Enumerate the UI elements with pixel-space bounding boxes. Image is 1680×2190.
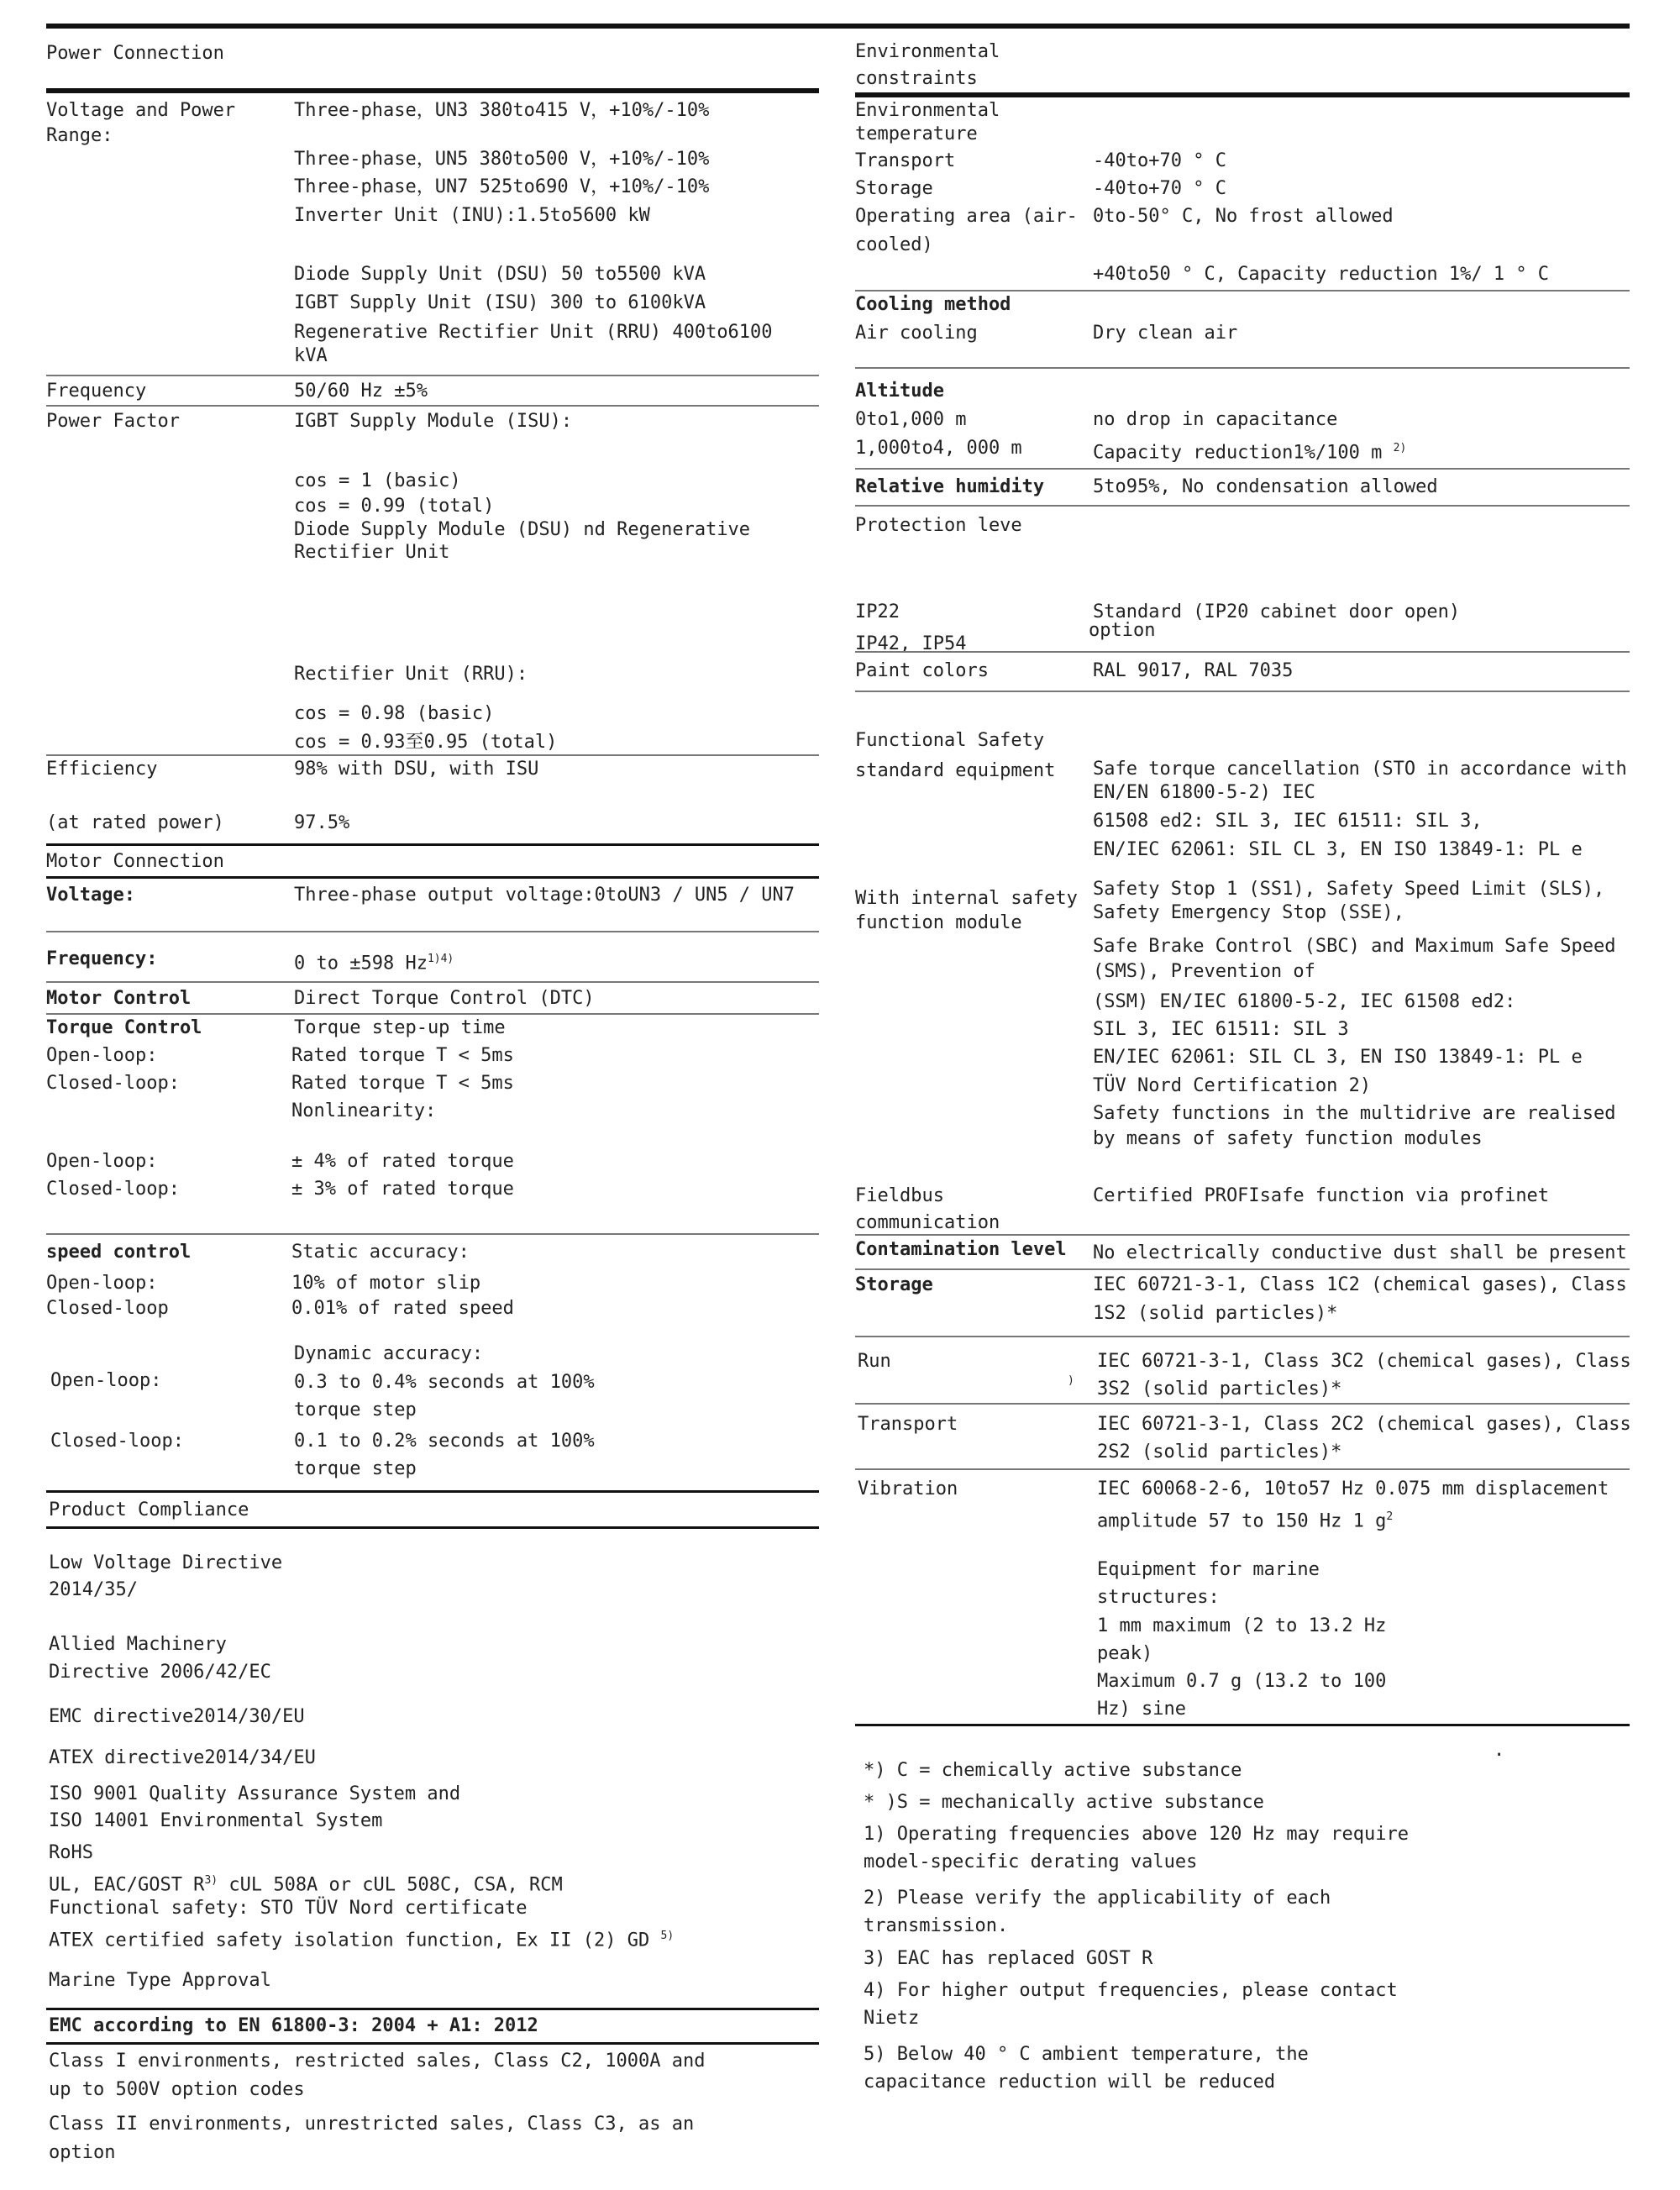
temp-label-1: Environmental [855,100,1000,121]
ip22-value: Standard (IP20 cabinet door open) [1093,601,1461,622]
emc-line: option [49,2142,116,2163]
pf-line-2: cos = 1 (basic) [294,470,461,491]
fieldbus-label-1: Fieldbus [855,1185,944,1206]
note-line: 2) Please verify the applicability of each [864,1888,1331,1909]
compliance-line: Low Voltage Directive [49,1552,283,1573]
air-cooling-label: Air cooling [855,323,978,344]
efficiency-value: 98% with DSU, with ISU [294,759,539,780]
nl-open-loop-label: Open-loop: [46,1151,158,1172]
compliance-line: ISO 9001 Quality Assurance System and [49,1783,461,1804]
storage-class-label: Storage [855,1274,933,1295]
internal-safety-label-2: function module [855,912,1022,933]
compliance-line: Functional safety: STO TÜV Nord certificate [49,1898,528,1919]
run-mark: ) [1068,1374,1074,1387]
int-line: (SMS), Prevention of [1093,961,1315,982]
efficiency-value-2: 97.5% [294,812,350,833]
operating-area-label-2: cooled) [855,234,933,255]
air-cooling-value: Dry clean air [1093,323,1238,344]
vibration-line: Hz) sine [1097,1699,1186,1720]
int-line: SIL 3, IEC 61511: SIL 3 [1093,1019,1349,1040]
motor-control-label: Motor Control [46,988,192,1009]
compliance-line: Allied Machinery [49,1634,227,1655]
ip42-label: IP42, IP54 [855,633,967,654]
divider [46,876,819,879]
divider [855,1403,1630,1405]
voltage-value-1: Three-phase，UN3 380to415 V，+10%/-10% [294,100,710,121]
speed-control-label: speed control [46,1242,192,1263]
frequency-value: 50/60 Hz ±5% [294,381,428,402]
run-label: Run [858,1351,891,1372]
voltage-label: Voltage and Power [46,100,236,121]
divider [46,981,819,983]
std-line: EN/IEC 62061: SIL CL 3, EN ISO 13849-1: PL e [1093,839,1583,860]
dyn-closed-loop-value-2: torque step [294,1458,417,1479]
divider [46,1233,819,1235]
pf-line-4: Diode Supply Module (DSU) nd Regenerative [294,519,751,540]
divider [855,468,1630,470]
storage-label: Storage [855,178,933,199]
std-line: EN/EN 61800-5-2) IEC [1093,782,1315,803]
storage-value: -40to+70 ° C [1093,178,1226,199]
divider [855,505,1630,507]
speed-control-value: Static accuracy: [291,1242,470,1263]
voltage-value-2: Three-phase，UN5 380to500 V，+10%/-10% [294,149,710,170]
compliance-line: RoHS [49,1842,93,1863]
operating-area-value: 0to-50° C, No frost allowed [1093,206,1394,227]
frequency-label: Frequency [46,381,147,402]
top-border [46,24,1630,29]
dyn-open-loop-value-2: torque step [294,1400,417,1421]
pf-line-7: cos = 0.98 (basic) [294,703,495,724]
ip42-value: option [1089,620,1156,641]
run-line-1: IEC 60721-3-1, Class 3C2 (chemical gases), Class [1097,1351,1631,1372]
env-title-2: constraints [855,68,978,89]
transport-label: Transport [855,150,956,171]
internal-safety-label-1: With internal safety [855,888,1078,909]
vibration-line: Maximum 0.7 g (13.2 to 100 [1097,1671,1387,1692]
sc-closed-loop-label: Closed-loop [46,1298,169,1319]
divider [855,1468,1630,1470]
vibration-line: structures: [1097,1587,1220,1608]
pf-line-3: cos = 0.99 (total) [294,496,495,517]
dyn-open-loop-value-1: 0.3 to 0.4% seconds at 100% [294,1372,595,1393]
note-line: * )S = mechanically active substance [864,1792,1264,1813]
dynamic-accuracy-label: Dynamic accuracy: [294,1343,484,1364]
torque-control-label: Torque Control [46,1017,202,1038]
env-title-1: Environmental [855,41,1000,62]
altitude-label: Altitude [855,381,944,402]
tc-closed-loop-label: Closed-loop: [46,1073,180,1094]
int-line: Safety Emergency Stop (SSE), [1093,902,1404,923]
vibration-line: IEC 60068-2-6, 10to57 Hz 0.075 mm displacement [1097,1478,1609,1499]
paint-colors-label: Paint colors [855,660,989,681]
voltage-label-2: Range: [46,125,113,146]
compliance-line: 2014/35/ [49,1579,138,1600]
paint-colors-value: RAL 9017, RAL 7035 [1093,660,1294,681]
power-connection-title: Power Connection [46,43,224,64]
emc-line: Class I environments, restricted sales, Class C2, 1000A and [49,2051,706,2072]
standard-equipment-label: standard equipment [855,760,1056,781]
voltage-value-4: Inverter Unit (INU):1.5to5600 kW [294,205,650,226]
note-line: 3) EAC has replaced GOST R [864,1948,1153,1969]
int-line: Safety Stop 1 (SS1), Safety Speed Limit (SLS), [1093,879,1605,900]
note-line: 5) Below 40 ° C ambient temperature, the [864,2044,1309,2065]
note-line: capacitance reduction will be reduced [864,2072,1276,2093]
transport-class-line-1: IEC 60721-3-1, Class 2C2 (chemical gases), Class [1097,1414,1631,1435]
voltage-value-7: Regenerative Rectifier Unit (RRU) 400to6100 [294,322,773,343]
int-line: EN/IEC 62061: SIL CL 3, EN ISO 13849-1: PL e [1093,1047,1583,1068]
int-line: Safety functions in the multidrive are realised [1093,1103,1616,1124]
compliance-line: EMC directive2014/30/EU [49,1706,305,1727]
compliance-line: Marine Type Approval [49,1970,271,1991]
tc-open-loop-value: Rated torque T < 5ms [291,1045,514,1066]
int-line: Safe Brake Control (SBC) and Maximum Safe Speed [1093,936,1616,957]
vibration-line: amplitude 57 to 150 Hz 1 $g^2$ [1097,1510,1394,1532]
contamination-value: No electrically conductive dust shall be present [1093,1242,1627,1263]
note-line: transmission. [864,1915,1009,1936]
pf-line-8: cos = 0.93至0.95 (total) [294,732,558,753]
transport-class-label: Transport [858,1414,958,1435]
nl-closed-loop-label: Closed-loop: [46,1179,180,1200]
efficiency-label: Efficiency [46,759,158,780]
int-line: (SSM) EN/IEC 61800-5-2, IEC 61508 ed2: [1093,991,1516,1012]
divider [46,1526,819,1529]
dyn-closed-loop-value-1: 0.1 to 0.2% seconds at 100% [294,1431,595,1452]
cooling-method-label: Cooling method [855,294,1011,315]
transport-value: -40to+70 ° C [1093,150,1226,171]
vibration-line: 1 mm maximum (2 to 13.2 Hz [1097,1615,1387,1636]
divider [855,651,1630,653]
divider [855,1234,1630,1236]
divider [46,375,819,376]
sc-open-loop-label: Open-loop: [46,1273,158,1294]
note-line: 4) For higher output frequencies, please contact [864,1980,1398,2001]
motor-connection-title: Motor Connection [46,851,224,872]
altitude-1-label: 0to1,000 m [855,409,967,430]
nl-open-loop-value: ± 4% of rated torque [291,1151,514,1172]
divider [46,2042,819,2045]
voltage-value-5: Diode Supply Unit (DSU) 50 to5500 kVA [294,264,706,285]
sc-closed-loop-value: 0.01% of rated speed [291,1298,514,1319]
tc-open-loop-label: Open-loop: [46,1045,158,1066]
tc-closed-loop-value: Rated torque T < 5ms [291,1073,514,1094]
vibration-line: Equipment for marine [1097,1559,1320,1580]
altitude-2-value: Capacity reduction1%/100 m $^{2)}$ [1093,442,1407,464]
divider [46,843,819,846]
emc-line: up to 500V option codes [49,2079,305,2100]
fieldbus-value: Certified PROFIsafe function via profinet [1093,1185,1550,1206]
motor-frequency-value: 0 to ±598 $Hz^{1)4)}$ [294,953,454,974]
sc-open-loop-value: 10% of motor slip [291,1273,481,1294]
note-line: Nietz [864,2008,920,2029]
nl-closed-loop-value: ± 3% of rated torque [291,1179,514,1200]
functional-safety-title: Functional Safety [855,730,1045,751]
compliance-line: ATEX directive2014/34/EU [49,1747,316,1768]
divider [855,1268,1630,1270]
efficiency-label-2: (at rated power) [46,812,224,833]
compliance-line: ATEX certified safety isolation function, Ex II (2) GD $^{5)}$ [49,1930,675,1951]
power-factor-label: Power Factor [46,411,180,432]
vibration-line: peak) [1097,1643,1153,1664]
compliance-line: ISO 14001 Environmental System [49,1810,383,1831]
divider [46,1490,819,1493]
divider [855,367,1630,369]
note-line: model-specific derating values [864,1851,1198,1872]
std-line: Safe torque cancellation (STO in accordance with [1093,759,1627,780]
voltage-value-3: Three-phase，UN7 525to690 V，+10%/-10% [294,176,710,197]
emc-line: Class II environments, unrestricted sales, Class C3, as an [49,2114,695,2135]
contamination-label: Contamination level [855,1239,1067,1260]
divider [46,88,819,93]
emc-title: EMC according to EN 61800-3: 2004 + A1: 2012 [49,2015,538,2036]
motor-voltage-value: Three-phase output voltage:0toUN3 / UN5 / UN7 [294,885,795,906]
divider [46,2008,819,2010]
pf-line-1: IGBT Supply Module (ISU): [294,411,573,432]
std-line: 61508 ed2: SIL 3, IEC 61511: SIL 3, [1093,811,1483,832]
altitude-1-value: no drop in capacitance [1093,409,1338,430]
storage-class-line-1: IEC 60721-3-1, Class 1C2 (chemical gases), Class [1093,1274,1627,1295]
voltage-value-6: IGBT Supply Unit (ISU) 300 to 6100kVA [294,292,706,313]
temp-label-2: temperature [855,123,978,144]
motor-control-value: Direct Torque Control (DTC) [294,988,595,1009]
divider [855,1336,1630,1337]
divider [46,405,819,407]
note-line: *) C = chemically active substance [864,1760,1242,1781]
altitude-2-label: 1,000to4, 000 m [855,438,1022,459]
stray-dot: . [1494,1740,1505,1761]
nonlinearity-label: Nonlinearity: [291,1100,437,1121]
ip22-label: IP22 [855,601,900,622]
motor-frequency-label: Frequency: [46,948,158,969]
product-compliance-title: Product Compliance [49,1499,249,1520]
compliance-line: UL, EAC/GOST $R^{3)}$ cUL 508A or cUL 508C, CSA, RCM [49,1874,563,1896]
protection-label: Protection leve [855,515,1022,536]
humidity-value: 5to95%, No condensation allowed [1093,476,1438,497]
compliance-line: Directive 2006/42/EC [49,1662,271,1683]
dyn-open-loop-label: Open-loop: [50,1370,162,1391]
divider [855,1724,1630,1726]
int-line: TÜV Nord Certification 2) [1093,1075,1372,1096]
int-line: by means of safety function modules [1093,1128,1483,1149]
pf-line-6: Rectifier Unit (RRU): [294,664,528,685]
humidity-label: Relative humidity [855,476,1045,497]
run-line-2: 3S2 (solid particles)* [1097,1379,1342,1400]
motor-voltage-label: Voltage: [46,885,135,906]
dyn-closed-loop-label: Closed-loop: [50,1431,184,1452]
operating-area-label-1: Operating area (air- [855,206,1078,227]
transport-class-line-2: 2S2 (solid particles)* [1097,1442,1342,1463]
torque-control-value: Torque step-up time [294,1017,506,1038]
divider [855,691,1630,692]
fieldbus-label-2: communication [855,1212,1000,1233]
operating-area-value-2: +40to50 ° C, Capacity reduction 1%/ 1 ° C [1093,264,1550,285]
vibration-label: Vibration [858,1478,958,1499]
divider [46,931,819,932]
storage-class-line-2: 1S2 (solid particles)* [1093,1303,1338,1324]
pf-line-5: Rectifier Unit [294,542,450,563]
note-line: 1) Operating frequencies above 120 Hz may require [864,1824,1410,1845]
voltage-value-8: kVA [294,345,328,366]
